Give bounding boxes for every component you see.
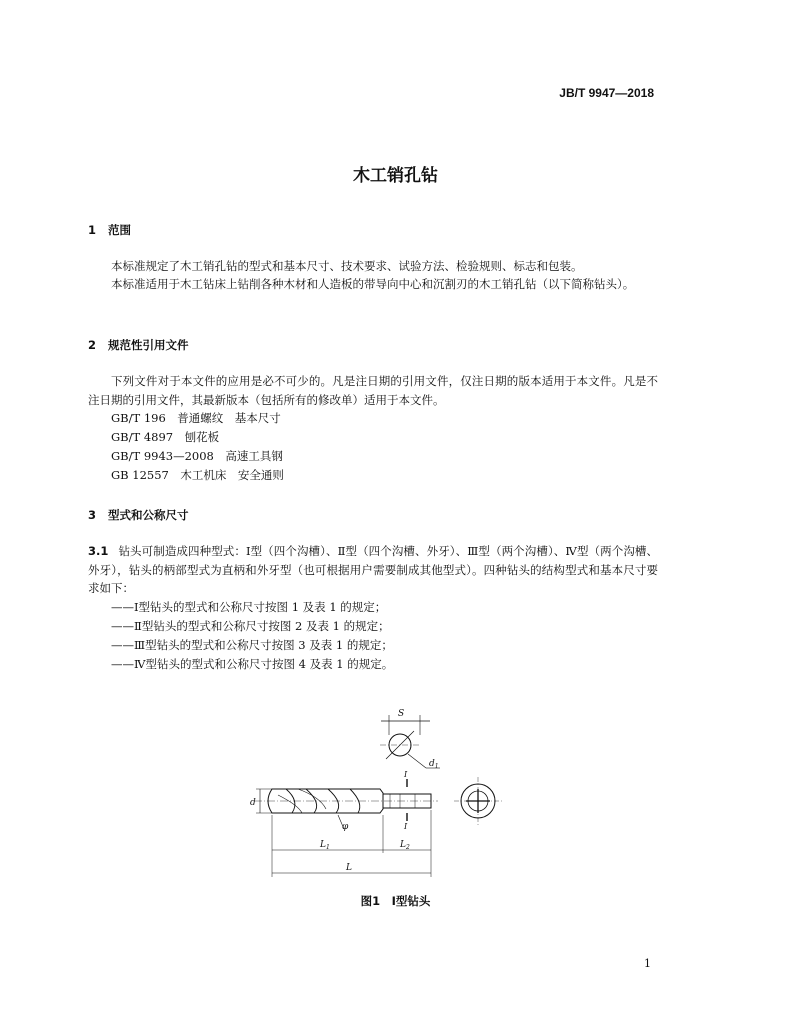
figure-1-caption: 图1 Ⅰ型钻头 (360, 894, 431, 908)
list-item-type-2: ——Ⅱ型钻头的型式和公称尺寸按图 2 及表 1 的规定； (111, 619, 390, 633)
label-phi: φ (342, 822, 349, 832)
section-1-number: 1 (88, 223, 97, 237)
section-3-heading (88, 507, 189, 523)
list-item-type-4: ——Ⅳ型钻头的型式和公称尺寸按图 4 及表 1 的规定。 (111, 657, 394, 671)
list-item-type-1: ——Ⅰ型钻头的型式和公称尺寸按图 1 及表 1 的规定； (111, 600, 387, 614)
list-item-type-3: ——Ⅲ型钻头的型式和公称尺寸按图 3 及表 1 的规定； (111, 638, 393, 652)
section-1-title: 范围 (108, 223, 131, 237)
section-2-paragraph-1: 下列文件对于本文件的应用是必不可少的。凡是注日期的引用文件，仅注日期的版本适用于本文件。凡是不注日期的引用文件，其最新版本（包括所有的修改单）适用于本文件。 (88, 374, 658, 407)
reference-gb-t-196: GB/T 196 普通螺纹 基本尺寸 (111, 411, 281, 425)
clause-3-1-text: 钻头可制造成四种型式：Ⅰ型（四个沟槽）、Ⅱ型（四个沟槽、外牙）、Ⅲ型（两个沟槽）、Ⅳ型（两个沟槽、外牙），钻头的柄部型式为直柄和外牙型（也可根据用户需要制成其他型式）。四种钻头的结构型式和基本尺寸要求如下： (88, 544, 658, 595)
page-number: 1 (644, 957, 651, 970)
label-l: L (346, 863, 352, 873)
label-section-bottom: I (404, 822, 408, 831)
document-title: 木工销孔钻 (353, 166, 438, 186)
section-2-heading (88, 337, 189, 353)
clause-3-1 (88, 542, 658, 598)
standard-number: JB/T 9947—2018 (559, 86, 654, 100)
reference-gb-t-9943: GB/T 9943—2008 高速工具钢 (111, 449, 283, 463)
reference-gb-t-4897: GB/T 4897 刨花板 (111, 430, 220, 444)
label-l2: $L_2$ (400, 840, 410, 851)
label-section-top: I (404, 770, 408, 779)
clause-3-1-number: 3.1 (88, 544, 109, 558)
figure-1-drill-drawing (240, 705, 510, 885)
section-2-number: 2 (88, 338, 97, 352)
label-d: d (250, 798, 256, 808)
section-1-paragraph-2: 本标准适用于木工钻床上钻削各种木材和人造板的带导向中心和沉割刃的木工销孔钻（以下简称钻头）。 (111, 277, 635, 291)
label-d1: $d_1$ (429, 759, 439, 770)
reference-gb-12557: GB 12557 木工机床 安全通则 (111, 468, 284, 482)
section-3-number: 3 (88, 508, 97, 522)
section-3-title: 型式和公称尺寸 (108, 508, 189, 522)
section-2-title: 规范性引用文件 (108, 338, 189, 352)
label-s: S (398, 709, 405, 719)
section-1-heading (88, 222, 131, 238)
section-1-paragraph-1: 本标准规定了木工销孔钻的型式和基本尺寸、技术要求、试验方法、检验规则、标志和包装。 (111, 259, 583, 273)
label-l1: $L_1$ (320, 840, 330, 851)
